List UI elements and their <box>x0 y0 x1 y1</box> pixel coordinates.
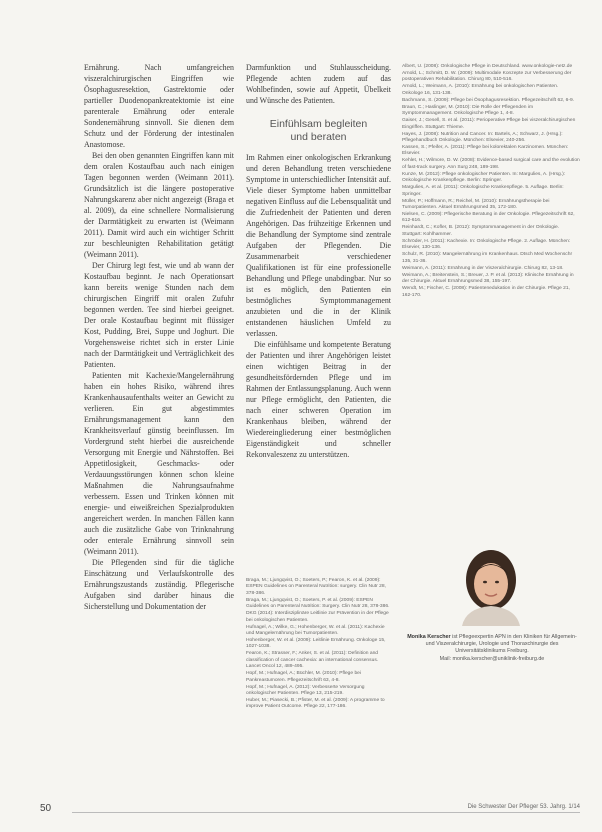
body-column-1 <box>84 62 234 612</box>
reference-item: Braga, M.; Ljungqvist, O.; Soeters, P. et al. (2009): ESPEN Guidelines on Parenteral Nutrition: Surgery. Clin Nutr 28, 378-386. <box>246 597 390 610</box>
reference-item: Wendt, M.; Fischer, C. (2008): Patientenedukation in der Chirurgie. Pflege 21, 162-170. <box>402 286 570 298</box>
section-heading <box>246 118 391 144</box>
body-paragraph: Im Rahmen einer onkologischen Erkrankung und deren Behandlung treten verschiedene Symptome in unterschiedlicher Intensität auf. Viele dieser Symptome haben unmittelbar negativen Einfluss auf die Lebensqualität und die Zufriedenheit der Patienten und deren Angehörigen. Das frühzeitige Erkennen und die Behandlung der Symptome sind zentrale Aufgaben der Pflegenden. Die Zusammenarbeit verschiedener Qualifikationen ist für eine professionelle Behandlung und Pflege unabdingbar. Nur so ist es möglich, den Patienten ein bestmögliches Symptommanagement anzubieten und die in der Klinik entstandenen häuslichen Umfeld zu verlassen. <box>246 153 391 338</box>
author-email: Mail: monika.kerscher@uniklinik-freiburg.de <box>439 655 545 662</box>
reference-item: Schulz, R. (2010): Mangelernährung im Krankenhaus. Dtsch Med Wochenschr 135, 31-36. <box>402 252 573 264</box>
reference-item: Braga, M.; Ljungqvist, O.; Soeters, P.; Fearon, K. et al. (2009): ESPEN Guidelines on Parenteral Nutrition: surgery. Clin Nutr 28, 378-386. <box>246 578 386 596</box>
reference-item: Arnold, L.; Weimann, A. (2010): Ernährung bei onkologischen Patienten. Onkologe 16, 131-138. <box>402 84 559 96</box>
reference-item: Hayes, J. (2008): Nutrition and Cancer. In: Bartels, A.; Schwarz, J. (Hrsg.): Pflegehandbuch Onkologie. München: Elsevier, 240-256. <box>402 131 563 144</box>
references-list <box>246 578 394 711</box>
reference-item: Margulies, A. et al. (2011): Onkologische Krankenpflege. 5. Auflage. Berlin: Springer. <box>402 185 564 197</box>
body-paragraph: Darmfunktion und Stuhlausscheidung. Pflegende achten zudem auf das Wohlbefinden, sowie auf Appetit, Übelkeit und Wünsche des Patienten. <box>246 63 391 105</box>
reference-item: Albert, U. (2008): Onkologische Pflege in Deutschland. www.onkologie-netz.de <box>402 64 573 69</box>
reference-item: Weimann, A.; Breitenstein, S.; Breuer, J. P. et al. (2013): Klinische Ernährung in der Chirurgie. Aktuel Ernährungsmed 38, 155-197. <box>402 272 574 285</box>
reference-item: Gaiser, J.; Gesell, S. et al. (2011): Perioperative Pflege bei viszeralchirurgischen Eingriffen. Stuttgart: Thieme. <box>402 118 576 130</box>
reference-item: Müller, P.; Hoffmann, R.; Reichel, M. (2010): Ernährungstherapie bei Tumorpatienten. Aktuel Ernährungsmed 35, 172-180. <box>402 198 550 211</box>
references-left <box>246 578 394 711</box>
reference-item: Arnold, L.; Schmitt, D. W. (2009): Multimodale Konzepte zur Verbesserung der postoperativen Rehabilitation. Chirurg 80, 510-516. <box>402 71 572 83</box>
reference-item: Hufnagel, A.; Wilke, G.; Hohenberger, W. et al. (2011): Kachexie und Mangelernährung bei Tumorpatienten. <box>246 624 385 637</box>
body-paragraph: Bei den oben genannten Eingriffen kann mit dem oralen Kostaufbau auch nach einigen Tagen begonnen werden (Weimann 2011). Grundsätzlich ist die längere postoperative Nahrungskarenz aber nicht angezeigt (Braga et al. 2009), da eine schnellere Normalisierung der Darmtätigkeit zu erwarten ist (Weimann 2011). Damit wird auch ein wichtiger Schritt zur beschleunigten Rehabilitation getätigt (Weimann 2011). <box>84 151 234 259</box>
author-description: ist Pflegeexpertin APN in den Kliniken für Allgemein- und Viszeralchirurgie, Urologie und Thoraxchirurgie des Universitätsklinikums Freiburg. <box>425 634 577 655</box>
section-heading-line-1: Einfühlsam begleiten <box>269 118 368 130</box>
body-paragraph: Die Pflegenden sind für die tägliche Einschätzung und Verlaufskontrolle des Ernährungszustands zuständig. Pflegerische Aufgaben sind darüber hinaus die Sicherstellung und Dokumentation der <box>84 558 234 611</box>
reference-item: Reinhardt, C.; Kofler, B. (2012): Symptommanagement in der Onkologie. Stuttgart: Kohlhammer. <box>402 225 560 237</box>
reference-item: Kassen, S.; Pfeifer, A. (2011): Pflege bei kolorektalen Karzinomen. München: Elsevier. <box>402 145 569 157</box>
reference-item: Bachmann, S. (2009): Pflege bei Ösophagusresektion. Pflegezeitschrift 62, 6-9. <box>402 97 575 103</box>
body-column-2 <box>246 62 391 460</box>
references-right <box>402 64 580 300</box>
author-name: Monika Kerscher <box>407 634 451 640</box>
reference-item: DKG (2014): Interdisziplinäre Leitlinie zur Prävention in der Pflege bei onkologischen Patienten. <box>246 611 389 623</box>
reference-item: Hohenberger, W. et al. (2009): Leitlinie Ernährung. Onkologe 15, 1027-1038. <box>246 638 386 650</box>
body-paragraph: Die einfühlsame und kompetente Beratung der Patienten und ihrer Angehörigen leistet einen wichtigen Beitrag in der gesundheitsfördernden Pflege und im Rahmen der Entlassungsplanung. Auch wenn nur Pflege ermöglicht, den Patienten, die nach einer schweren Operation im Krankenhaus bleiben, während der Wiedereingliederung einer bestmöglichen Eigenständigkeit und schneller Rekonvaleszenz zu unterstützen. <box>246 340 391 459</box>
author-portrait <box>452 544 530 626</box>
references-list <box>402 64 580 299</box>
footer-divider <box>72 812 580 813</box>
body-paragraph: Der Chirurg legt fest, wie und ab wann der Kostaufbau beginnt. Je nach Operationsart kann bereits wenige Stunden nach dem chirurgischen Eingriff mit oralen Zufuhr begonnen werden. Tee sind hierbei geeignet. Der orale Kostaufbau beginnt mit flüssiger Kost, Pudding, Brei, Suppe und Joghurt. Die Vorgehensweise richtet sich in erster Linie nach der Darmtätigkeit und Verträglichkeit des Patienten. <box>84 261 234 369</box>
journal-reference: Die Schwester Der Pfleger 53. Jahrg. 1/14 <box>467 804 580 810</box>
reference-item: Kehlet, H.; Wilmore, D. W. (2008): Evidence-based surgical care and the evolution of fast-track surgery. Ann Surg 248, 189-198. <box>402 158 580 170</box>
body-paragraph: Patienten mit Kachexie/Mangelernährung haben ein hohes Risiko, während ihres Krankenhausaufenthalts weiter an Gewicht zu verlieren. Ein gut abgestimmtes Ernährungsmanagement kann den Krankheitsverlauf günstig beeinflussen. Im Vordergrund steht hierbei die ausreichende Versorgung mit Energie und Nährstoffen. Bei Appetitlosigkeit, Geschmacks- oder Verdauungsstörungen können schon kleine Maßnahmen die Nahrungsaufnahme verbessern. Essen und Trinken können mit energie- und eiweißreichen Spezialprodukten angereichert werden. In manchen Fällen kann auch die zusätzliche Gabe von Trinknahrung oder enterale Ernährung sinnvoll sein (Weimann 2011). <box>84 371 234 556</box>
reference-item: Huber, M.; Piasecki, B.; Pfister, M. et al. (2009): A programme to improve Patient Outcome. Pflege 22, 177-186. <box>246 698 385 710</box>
reference-item: Kunze, M. (2012): Pflege onkologischer Patienten. In: Margulies, A. (Hrsg.): Onkologische Krankenpflege. Berlin: Springer. <box>402 171 566 184</box>
reference-item: Braun, C.; Haslinger, M. (2010): Die Rolle der Pflegenden im Symptommanagement. Onkologische Pflege 1, 4-8. <box>402 104 534 117</box>
reference-item: Hopf, M.; Hufnagel, A.; Büchler, M. (2010): Pflege bei Pankreastumoren. Pflegezeitschrift 63, 4-8. <box>246 671 361 683</box>
page-number: 50 <box>40 803 52 814</box>
reference-item: Hopf, M.; Hufnagel, A. (2012): Verbesserte Versorgung onkologischer Patienten. Pflege 13, 215-219. <box>246 684 365 697</box>
reference-item: Nielsen, C. (2009): Pflegerische Beratung in der Onkologie. Pflegezeitschrift 62, 612-616. <box>402 212 575 224</box>
reference-item: Fearon, K.; Strasser, F.; Anker, S. et al. (2011): Definition and classification of cancer cachexia: an international consensus. Lancet Oncol 12, 489-495. <box>246 651 379 670</box>
body-paragraph: Ernährung. Nach umfangreichen viszeralchirurgischen Eingriffen wie Ösophagusresektion, Gastrektomie oder partieller Duodenopankreatektomie ist eine parenterale Ernährung oder enterale Sondenernährung sinnvoll. Sie dienen dem Schutz und der Förderung der intestinalen Anastomose. <box>84 63 234 149</box>
reference-item: Weimann, A. (2011): Ernährung in der Viszeralchirurgie. Chirurg 82, 13-18. <box>402 265 564 271</box>
section-heading-line-2: und beraten <box>290 131 347 143</box>
reference-item: Schröder, H. (2011): Kachexie. In: Onkologische Pflege. 2. Auflage. München: Elsevier, 130-136. <box>402 238 571 251</box>
author-bio <box>402 634 582 663</box>
